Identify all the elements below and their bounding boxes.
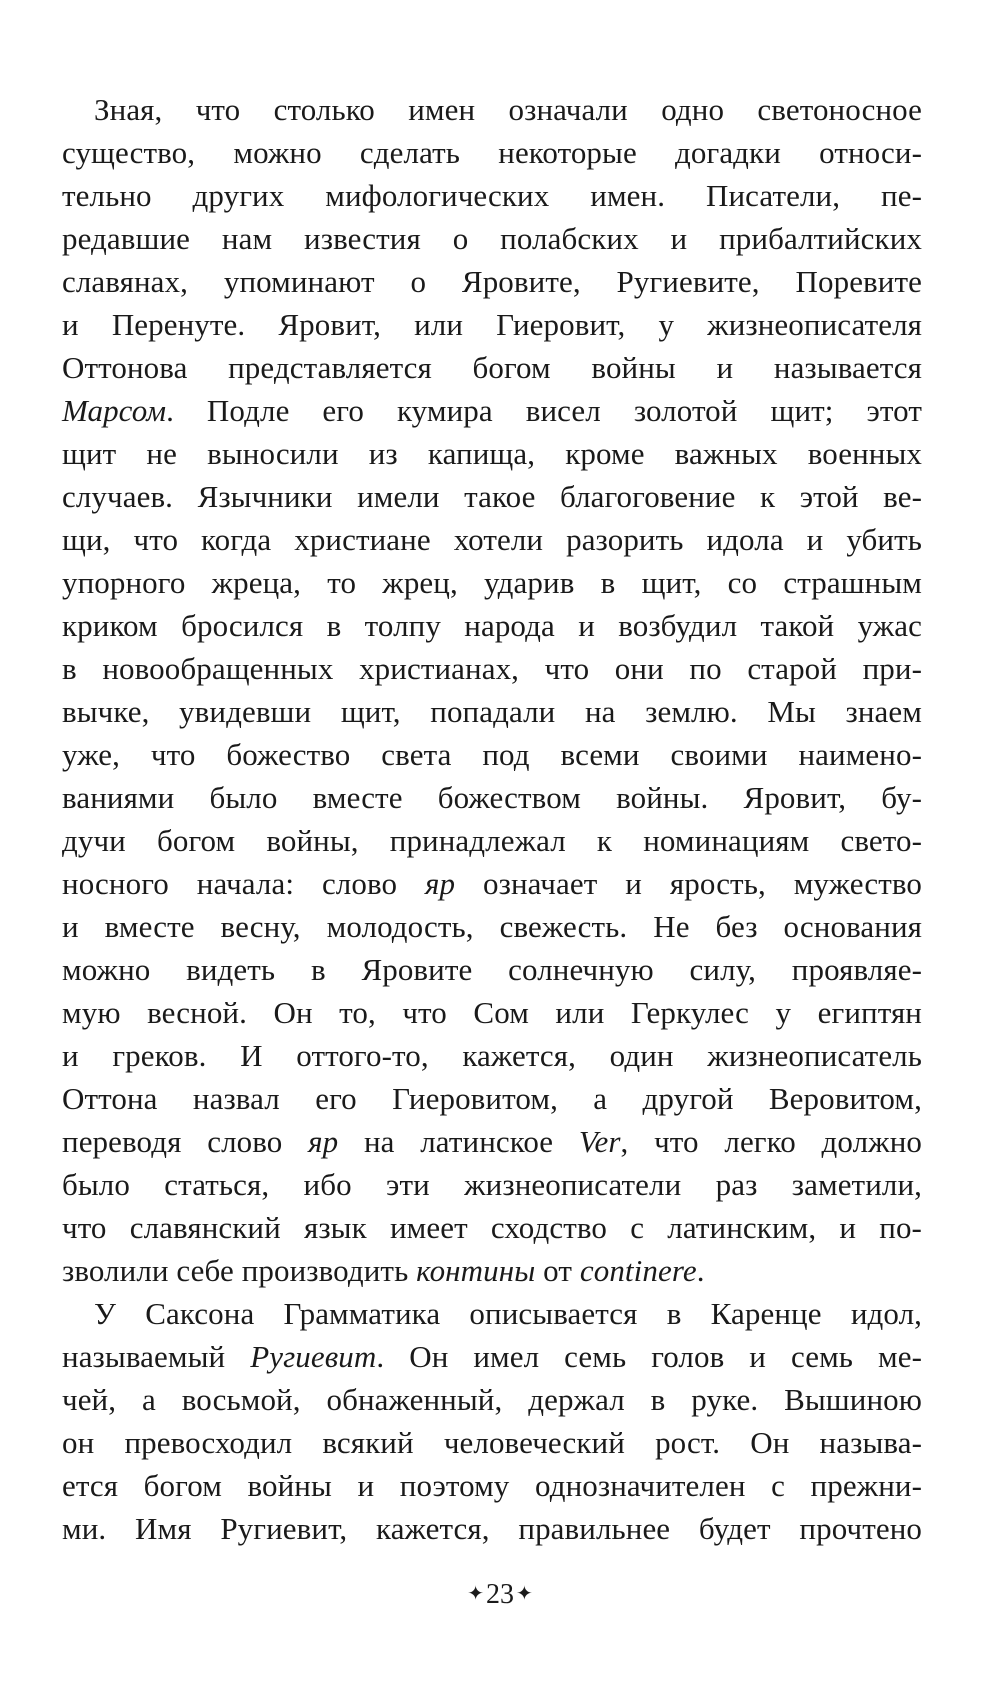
text-fragment: . Он имел семь голов и семь ме-: [376, 1339, 922, 1374]
text-line: Оттонова представляется богом войны и называется: [62, 350, 922, 385]
text-line: редавшие нам известия о полабских и прибалтийских: [62, 221, 922, 256]
text-line: ми. Имя Ругиевит, кажется, правильнее будет прочтено: [62, 1511, 922, 1546]
text-fragment: называемый: [62, 1339, 251, 1374]
text-line: [62, 389, 922, 432]
italic-term: Ругиевит: [250, 1339, 377, 1374]
text-line: чей, а восьмой, обнаженный, держал в руке. Вышиною: [62, 1382, 922, 1417]
text-line: в новообращенных христианах, что они по старой при-: [62, 651, 922, 686]
text-line: случаев. Язычники имели такое благоговение к этой ве-: [62, 479, 922, 514]
text-line: Оттона назвал его Гиеровитом, а другой Веровитом,: [62, 1081, 922, 1116]
text-line: и греков. И оттого-то, кажется, один жизнеописатель: [62, 1038, 922, 1073]
page-number-footer: [0, 1578, 1000, 1611]
italic-term: яр: [425, 866, 456, 901]
text-line: [62, 1120, 922, 1163]
italic-term: Марсом: [62, 393, 167, 428]
text-line: упорного жреца, то жрец, ударив в щит, со страшным: [62, 565, 922, 600]
text-line: уже, что божество света под всеми своими наимено-: [62, 737, 922, 772]
text-fragment: зволили себе производить: [62, 1253, 417, 1288]
text-fragment: носного начала: слово: [62, 866, 426, 901]
text-fragment: . Подле его кумира висел золотой щит; этот: [166, 393, 922, 428]
text-fragment: от: [535, 1253, 580, 1288]
text-line: и Перенуте. Яровит, или Гиеровит, у жизнеописателя: [62, 307, 922, 342]
text-line: вычке, увидевши щит, попадали на землю. Мы знаем: [62, 694, 922, 729]
text-line: тельно других мифологических имен. Писатели, пе-: [62, 178, 922, 213]
text-line: щи, что когда христиане хотели разорить идола и убить: [62, 522, 922, 557]
text-fragment: на латинское: [338, 1124, 579, 1159]
text-line: ваниями было вместе божеством войны. Яровит, бу-: [62, 780, 922, 815]
text-line: Зная, что столько имен означали одно светоносное: [94, 92, 922, 127]
italic-term: яр: [308, 1124, 339, 1159]
body-text: [62, 88, 922, 1550]
text-line: что славянский язык имеет сходство с латинским, и по-: [62, 1210, 922, 1245]
text-line: он превосходил всякий человеческий рост. Он называ-: [62, 1425, 922, 1460]
text-line: славянах, упоминают о Яровите, Ругиевите, Поревите: [62, 264, 922, 299]
text-line: можно видеть в Яровите солнечную силу, проявляе-: [62, 952, 922, 987]
text-fragment: переводя слово: [62, 1124, 309, 1159]
italic-term: continere: [579, 1253, 697, 1288]
text-line: ется богом войны и поэтому однозначителен с прежни-: [62, 1468, 922, 1503]
text-fragment: означает и ярость, мужество: [455, 866, 922, 901]
text-fragment: , что легко должно: [620, 1124, 922, 1159]
text-line: [62, 1249, 922, 1292]
text-line: [62, 862, 922, 905]
ornament-star-icon: ✦: [467, 1583, 484, 1605]
text-line: щит не выносили из капища, кроме важных военных: [62, 436, 922, 471]
text-line: [62, 1335, 922, 1378]
ornament-star-icon: ✦: [516, 1583, 533, 1605]
italic-term: Ver: [578, 1124, 621, 1159]
page-number: 23: [486, 1579, 514, 1610]
text-line: криком бросился в толпу народа и возбудил такой ужас: [62, 608, 922, 643]
text-line: мую весной. Он то, что Сом или Геркулес у египтян: [62, 995, 922, 1030]
text-fragment: .: [696, 1253, 705, 1288]
text-line: и вместе весну, молодость, свежесть. Не без основания: [62, 909, 922, 944]
text-line: дучи богом войны, принадлежал к номинациям свето-: [62, 823, 922, 858]
text-line: существо, можно сделать некоторые догадки относи-: [62, 135, 922, 170]
text-line: было статься, ибо эти жизнеописатели раз заметили,: [62, 1167, 922, 1202]
text-line: У Саксона Грамматика описывается в Каренце идол,: [94, 1296, 922, 1331]
italic-term: контины: [416, 1253, 536, 1288]
